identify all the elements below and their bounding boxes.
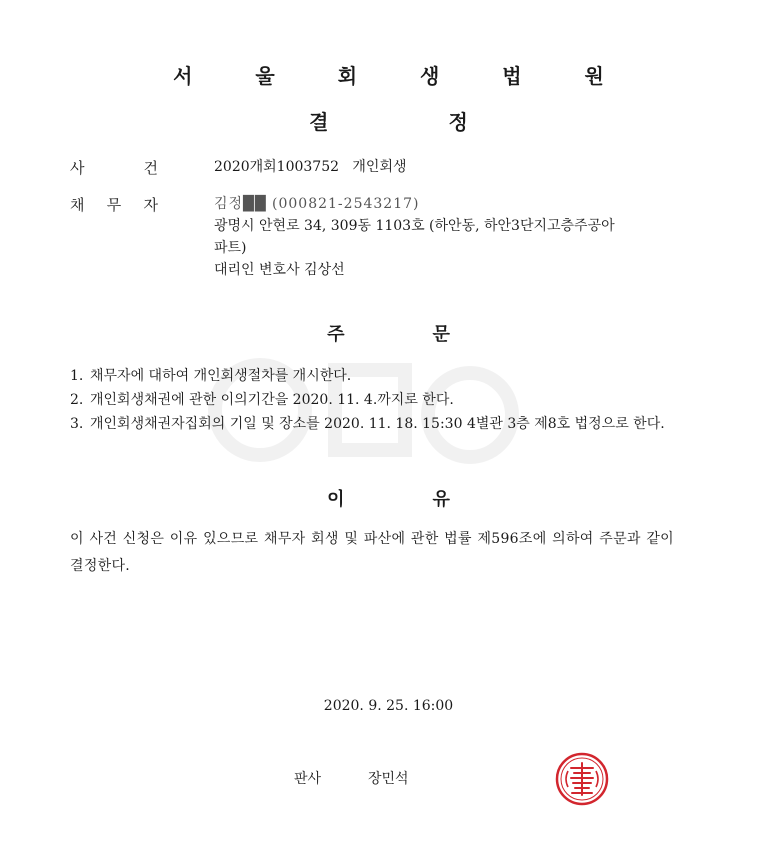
debtor-address-line-2: 파트) [214, 240, 247, 256]
case-type: 개인회생 [352, 159, 407, 175]
judge-name: 장민석 [368, 771, 409, 787]
debtor-label: 채 무 자 [70, 196, 158, 214]
court-name: 서 울 회 생 법 원 [173, 64, 632, 88]
order-list [70, 364, 680, 436]
document-title [0, 106, 777, 135]
title-char-2: 정 [448, 110, 468, 134]
judge-title: 판사 [294, 771, 322, 787]
debtor-representative: 대리인 변호사 김상선 [214, 262, 345, 278]
case-number: 2020개회1003752 [214, 159, 340, 175]
decision-date: 2020. 9. 25. 16:00 [323, 698, 454, 714]
debtor-address-line-1: 광명시 안현로 34, 309동 1103호 (하안동, 하안3단지고층주공아 [214, 218, 615, 234]
case-value [214, 156, 407, 178]
order-heading: 주 문 [327, 324, 450, 345]
debtor-name: 김정██ (000821-2543217) [214, 196, 420, 212]
reason-heading: 이 유 [327, 489, 450, 510]
judge-seal-stamp [554, 751, 610, 807]
title-char-1: 결 [309, 110, 329, 134]
reason-text: 이 사건 신청은 이유 있으므로 채무자 회생 및 파산에 관한 법률 제596조에 의하여 주문과 같이 결정한다. [70, 531, 674, 574]
order-item: 2. 개인회생채권에 관한 이의기간을 2020. 11. 4.까지로 한다. [70, 392, 454, 408]
order-item: 3. 개인회생채권자집회의 기일 및 장소를 2020. 11. 18. 15:30 4별관 3층 제8호 법정으로 한다. [70, 416, 665, 432]
case-label: 사 건 [70, 159, 158, 177]
order-item: 1. 채무자에 대하여 개인회생절차를 개시한다. [70, 368, 352, 384]
debtor-info [214, 193, 615, 281]
